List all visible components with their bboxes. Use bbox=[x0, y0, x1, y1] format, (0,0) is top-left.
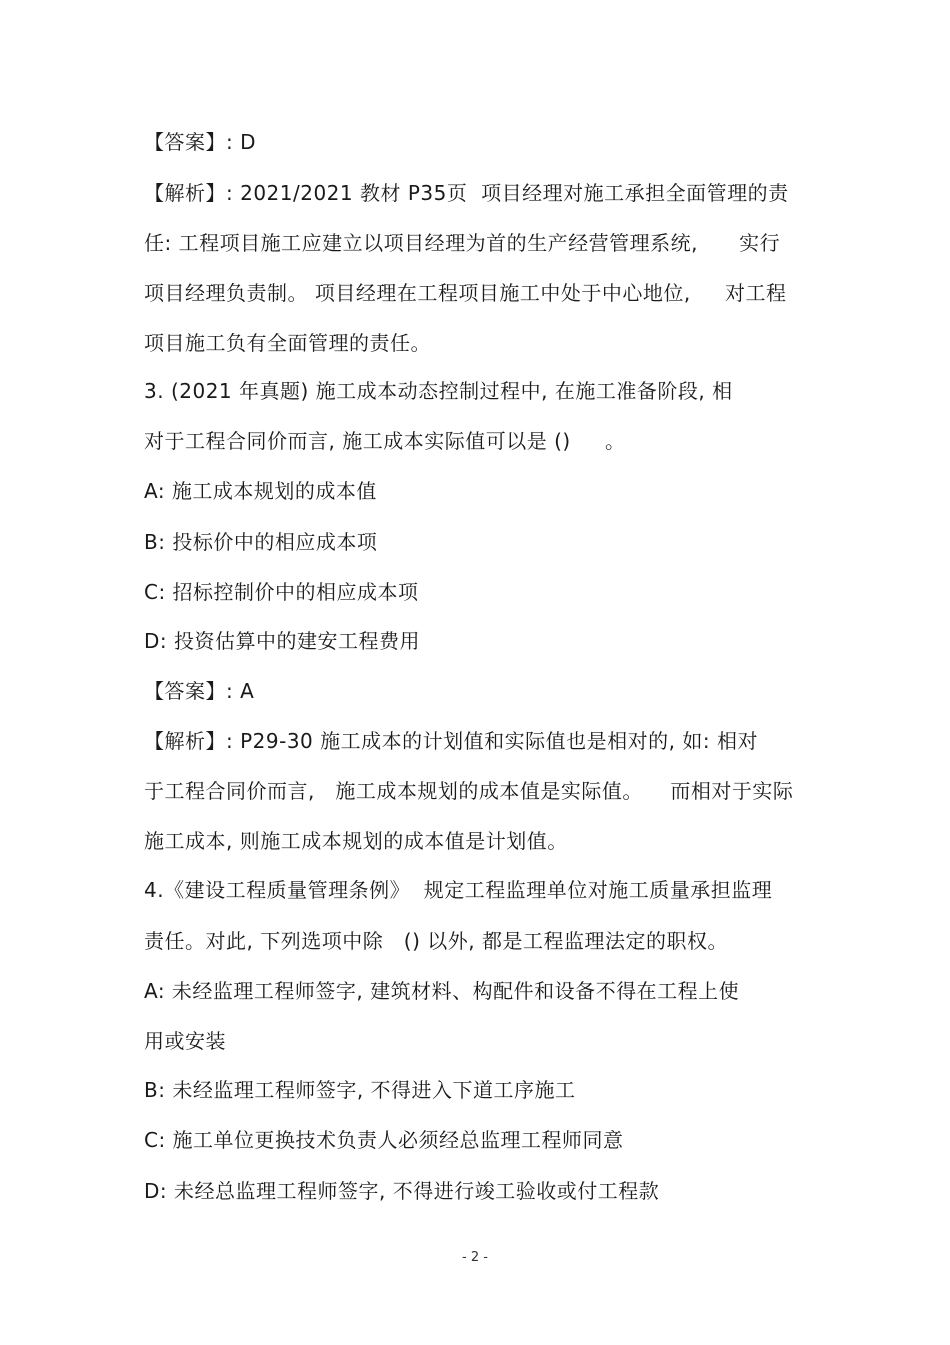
analysis-line-q3-2: 于工程合同价而言, 施工成本规划的成本值是实际值。 而相对于实际 bbox=[144, 779, 794, 803]
answer-line-q3: 【答案】: A bbox=[144, 679, 255, 703]
question-3-option-c: C: 招标控制价中的相应成本项 bbox=[144, 580, 419, 604]
question-4-option-c: C: 施工单位更换技术负责人必须经总监理工程师同意 bbox=[144, 1128, 624, 1152]
question-3-option-a: A: 施工成本规划的成本值 bbox=[144, 479, 377, 503]
analysis-line-q3-3: 施工成本, 则施工成本规划的成本值是计划值。 bbox=[144, 829, 568, 853]
question-3-line-2: 对于工程合同价而言, 施工成本实际值可以是 () 。 bbox=[144, 429, 626, 453]
question-4-option-d: D: 未经总监理工程师签字, 不得进行竣工验收或付工程款 bbox=[144, 1179, 660, 1203]
analysis-line-q3-1: 【解析】: P29-30 施工成本的计划值和实际值也是相对的, 如: 相对 bbox=[144, 729, 758, 753]
question-3-option-b: B: 投标价中的相应成本项 bbox=[144, 530, 378, 554]
question-4-line-1: 4.《建设工程质量管理条例》 规定工程监理单位对施工质量承担监理 bbox=[144, 878, 773, 902]
question-4-option-a-line-2: 用或安装 bbox=[144, 1029, 226, 1053]
question-4-option-b: B: 未经监理工程师签字, 不得进入下道工序施工 bbox=[144, 1078, 576, 1102]
analysis-line-q2-4: 项目施工负有全面管理的责任。 bbox=[144, 331, 431, 355]
question-4-option-a-line-1: A: 未经监理工程师签字, 建筑材料、构配件和设备不得在工程上使 bbox=[144, 979, 740, 1003]
analysis-line-q2-1: 【解析】: 2021/2021 教材 P35页 项目经理对施工承担全面管理的责 bbox=[144, 181, 789, 205]
answer-line-q2: 【答案】: D bbox=[144, 130, 256, 154]
analysis-line-q2-3: 项目经理负责制。 项目经理在工程项目施工中处于中心地位, 对工程 bbox=[144, 281, 787, 305]
question-3-option-d: D: 投资估算中的建安工程费用 bbox=[144, 629, 420, 653]
question-3-line-1: 3. (2021 年真题) 施工成本动态控制过程中, 在施工准备阶段, 相 bbox=[144, 379, 733, 403]
page-number: - 2 - bbox=[462, 1250, 488, 1265]
analysis-line-q2-2: 任: 工程项目施工应建立以项目经理为首的生产经营管理系统, 实行 bbox=[144, 231, 781, 255]
question-4-line-2: 责任。对此, 下列选项中除 () 以外, 都是工程监理法定的职权。 bbox=[144, 929, 728, 953]
